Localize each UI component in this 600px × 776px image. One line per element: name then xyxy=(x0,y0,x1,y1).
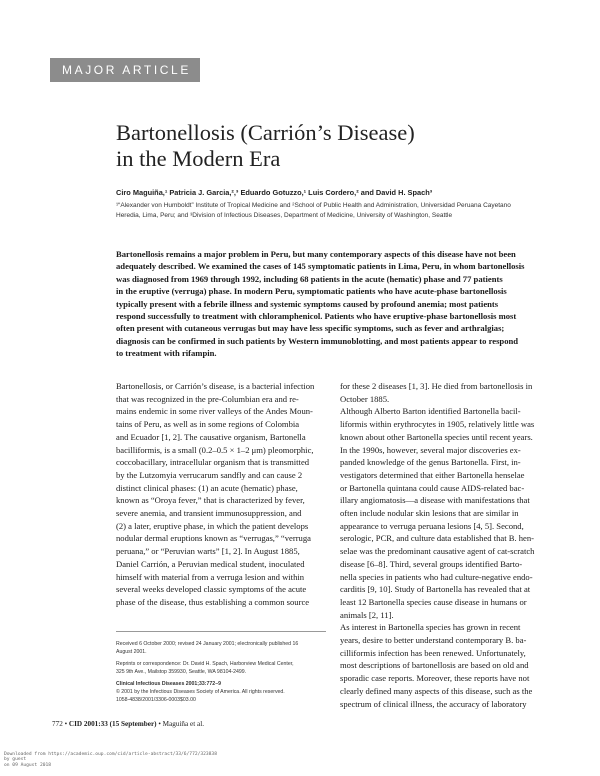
abstract-line: was diagnosed from 1969 through 1992, including 68 patients in the acute (hematic) phase and 77 patients xyxy=(116,273,503,284)
body-line: coccobacillary, intracellular organism that is transmitted xyxy=(116,457,310,468)
body-line: carditis [9, 10]. Study of Bartonella has revealed that at xyxy=(340,584,531,595)
author-list: Ciro Maguiña,¹ Patricia J. Garcia,²,³ Eduardo Gotuzzo,¹ Luis Cordero,² and David H. Spach³ xyxy=(116,188,433,197)
abstract-line: respond successfully to treatment with chloramphenicol. Patients who have eruptive-phase bartonellosis most xyxy=(116,311,517,322)
download-line: by guest xyxy=(4,757,27,763)
body-line: for these 2 diseases [1, 3]. He died from bartonellosis in xyxy=(340,381,533,391)
footer-separator: • xyxy=(158,720,163,728)
title-line: in the Modern Era xyxy=(116,146,281,171)
body-line: several weeks developed classic symptoms of the acute xyxy=(116,584,307,595)
body-line: most descriptions of bartonellosis are based on old and xyxy=(340,660,529,671)
reprints-line: 325 9th Ave., Mailstop 359930, Seattle, WA 98104-2499. xyxy=(116,669,247,675)
body-line: As interest in Bartonella species has grown in recent xyxy=(340,622,521,633)
body-column-left xyxy=(116,380,326,609)
abstract-line: typically present with a febrile illness and systemic symptoms caused by profound anemia; most patients xyxy=(116,298,499,309)
body-line: or Bartonella quintana could cause AIDS-related bac- xyxy=(340,482,525,493)
abstract-line: in the eruptive (verruga) phase. In modern Peru, symptomatic patients who have acute-phase bartonellosis xyxy=(116,286,507,297)
body-line: Daniel Carrión, a Peruvian medical student, inoculated xyxy=(116,558,305,569)
abstract-line: diagnosis can be confirmed in such patients by Western immunoblotting, and most patients appear to respond xyxy=(116,335,519,346)
article-type-banner: MAJOR ARTICLE xyxy=(50,58,200,82)
journal-citation: Clinical Infectious Diseases 2001;33:772–9 xyxy=(116,681,221,687)
body-line: panded knowledge of the genus Bartonella. First, in- xyxy=(340,457,521,468)
body-line: least 12 Bartonella species cause disease in humans or xyxy=(340,596,527,607)
abstract-line: to treatment with rifampin. xyxy=(116,348,217,359)
body-line: vestigators determined that either Bartonella henselae xyxy=(340,469,525,480)
body-column-right xyxy=(340,380,550,710)
body-line: himself with material from a verruga lesion and within xyxy=(116,571,305,582)
body-line: animals [2, 11]. xyxy=(340,609,394,620)
download-line: on 09 August 2018 xyxy=(4,762,52,768)
body-line: known about other Bartonella species until recent years. xyxy=(340,431,533,442)
body-line: tains of Peru, as well as in some regions of Colombia xyxy=(116,419,300,430)
affiliation-line: Heredia, Lima, Peru; and ³Division of Infectious Diseases, Department of Medicine, University of Washington, Seattle xyxy=(116,212,453,219)
abstract-line: often present with cutaneous verrugas but may have less specific symptoms, such as fever and arthralgias; xyxy=(116,323,505,334)
body-line: spectrum of clinical illness, the accuracy of laboratory xyxy=(340,698,527,709)
body-line: disease [6–8]. Third, several groups identified Barto- xyxy=(340,558,523,569)
body-line: distinct clinical phases: (1) an acute (hematic) phase, xyxy=(116,482,298,493)
body-line: severe anemia, and transient immunosuppression, and xyxy=(116,508,302,519)
abstract xyxy=(116,248,548,360)
body-line: often include nodular skin lesions that are similar in xyxy=(340,508,519,519)
body-line: serologic, PCR, and culture data established that B. hen- xyxy=(340,533,535,544)
copyright-line: © 2001 by the Infectious Diseases Society of America. All rights reserved. xyxy=(116,689,285,695)
body-line: clearly defined many aspects of this disease, such as the xyxy=(340,685,533,696)
body-line: Bartonellosis, or Carrión’s disease, is a bacterial infection xyxy=(116,381,315,391)
body-line: peruana,” or “Peruvian warts” [1, 2]. In August 1885, xyxy=(116,546,300,557)
page-footer xyxy=(52,720,204,728)
affiliation-line: ¹“Alexander von Humboldt” Institute of Tropical Medicine and ²School of Public Health and Administration, Universidad Peruana Cayetano xyxy=(116,202,511,209)
body-line: and Ecuador [1, 2]. The causative organism, Bartonella xyxy=(116,431,306,442)
body-line: appearance to verruga peruana lesions [4, 5]. Second, xyxy=(340,520,524,531)
footer-separator: • xyxy=(64,720,69,728)
body-line: by the Lutzomyia verrucarum sandfly and can cause 2 xyxy=(116,469,303,480)
page-number: 772 xyxy=(52,720,63,728)
body-line: sporadic case reports. Moreover, these reports have not xyxy=(340,673,530,684)
received-line: Received 6 October 2000; revised 24 January 2001; electronically published 16 xyxy=(116,641,299,647)
footer-journal: CID 2001:33 (15 September) xyxy=(68,720,157,728)
download-watermark xyxy=(4,752,217,768)
affiliations xyxy=(116,201,556,221)
body-line: In the 1990s, however, several major discoveries ex- xyxy=(340,444,521,455)
abstract-line: Bartonellosis remains a major problem in Peru, but many contemporary aspects of this disease have not been xyxy=(116,249,516,259)
article-footnotes xyxy=(116,640,326,704)
body-line: (2) a later, eruptive phase, in which the patient develops xyxy=(116,520,309,531)
body-line: liformis within erythrocytes in 1905, relatively little was xyxy=(340,419,535,430)
body-line: nella species in patients who had culture-negative endo- xyxy=(340,571,533,582)
body-line: Although Alberto Barton identified Bartonella bacil- xyxy=(340,406,521,417)
body-line: years, desire to better understand contemporary B. ba- xyxy=(340,635,527,646)
body-line: phase of the disease, thus establishing a common source xyxy=(116,596,310,607)
download-line: Downloaded from https://academic.oup.com/cid/article-abstract/33/6/772/323838 xyxy=(4,752,217,757)
body-line: that was recognized in the pre-Columbian era and re- xyxy=(116,393,299,404)
body-line: cilliformis infection has been renewed. Unfortunately, xyxy=(340,647,526,658)
body-line: bacilliformis, is a small (0.2–0.5 × 1–2 μm) pleomorphic, xyxy=(116,444,314,455)
body-line: mains endemic in some river valleys of the Andes Moun- xyxy=(116,406,313,417)
footer-authors: Maguiña et al. xyxy=(162,720,204,728)
title-line: Bartonellosis (Carrión’s Disease) xyxy=(116,120,415,145)
reprints-line: Reprints or correspondence: Dr. David H. Spach, Harborview Medical Center, xyxy=(116,661,294,667)
body-line: October 1885. xyxy=(340,393,390,404)
article-title xyxy=(116,120,536,172)
copyright-line: 1058-4838/2001/3306-0003$03.00 xyxy=(116,697,196,703)
body-line: illary angiomatosis—a disease with manifestations that xyxy=(340,495,530,506)
body-line: selae was the predominant causative agent of cat-scratch xyxy=(340,546,535,557)
abstract-line: adequately described. We examined the cases of 145 symptomatic patients in Lima, Peru, in whom bartonellosis xyxy=(116,261,525,272)
body-line: known as “Oroya fever,” that is characterized by fever, xyxy=(116,495,305,506)
received-line: August 2001. xyxy=(116,649,147,655)
body-line: nodular dermal eruptions known as “verrugas,” “verruga xyxy=(116,533,311,544)
footnote-divider xyxy=(116,631,326,632)
